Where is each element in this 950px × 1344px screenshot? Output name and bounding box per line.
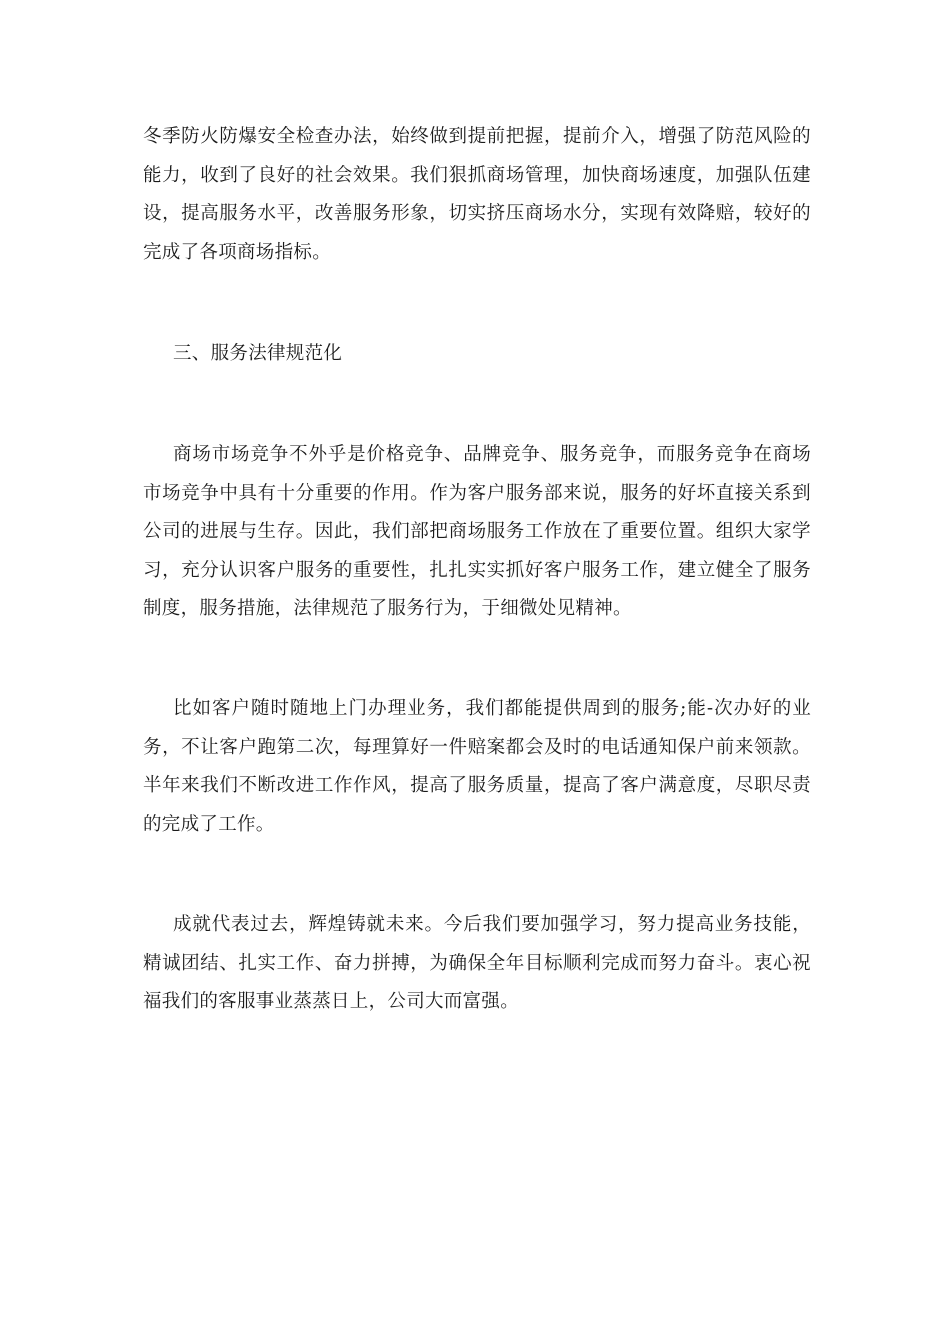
- paragraph-service-competition: 商场市场竞争不外乎是价格竞争、品牌竞争、服务竞争，而服务竞争在商场市场竞争中具有十分重要的作用。作为客户服务部来说，服务的好坏直接关系到公司的进展与生存。因此，我们部把商场服务工作放在了重要位置。组织大家学习，充分认识客户服务的重要性，扎扎实实抓好客户服务工作，建立健全了服务制度，服务措施，法律规范了服务行为，于细微处见精神。: [143, 444, 811, 619]
- paragraph-continued: 冬季防火防爆安全检查办法，始终做到提前把握，提前介入，增强了防范风险的能力，收到了良好的社会效果。我们狠抓商场管理，加快商场速度，加强队伍建设，提高服务水平，改善服务形象，切实挤压商场水分，实现有效降赔，较好的完成了各项商场指标。: [143, 126, 811, 263]
- section-heading: 三、服务法律规范化: [173, 343, 343, 364]
- paragraph-customer-service: 比如客户随时随地上门办理业务，我们都能提供周到的服务;能-次办好的业务，不让客户跑第二次，每理算好一件赔案都会及时的电话通知保户前来领款。半年来我们不断改进工作作风，提高了服务质量，提高了客户满意度，尽职尽责的完成了工作。: [143, 698, 811, 835]
- paragraph-conclusion: 成就代表过去，辉煌铸就未来。今后我们要加强学习，努力提高业务技能，精诚团结、扎实工作、奋力拼搏，为确保全年目标顺利完成而努力奋斗。衷心祝福我们的客服事业蒸蒸日上，公司大而富强。: [143, 914, 811, 1012]
